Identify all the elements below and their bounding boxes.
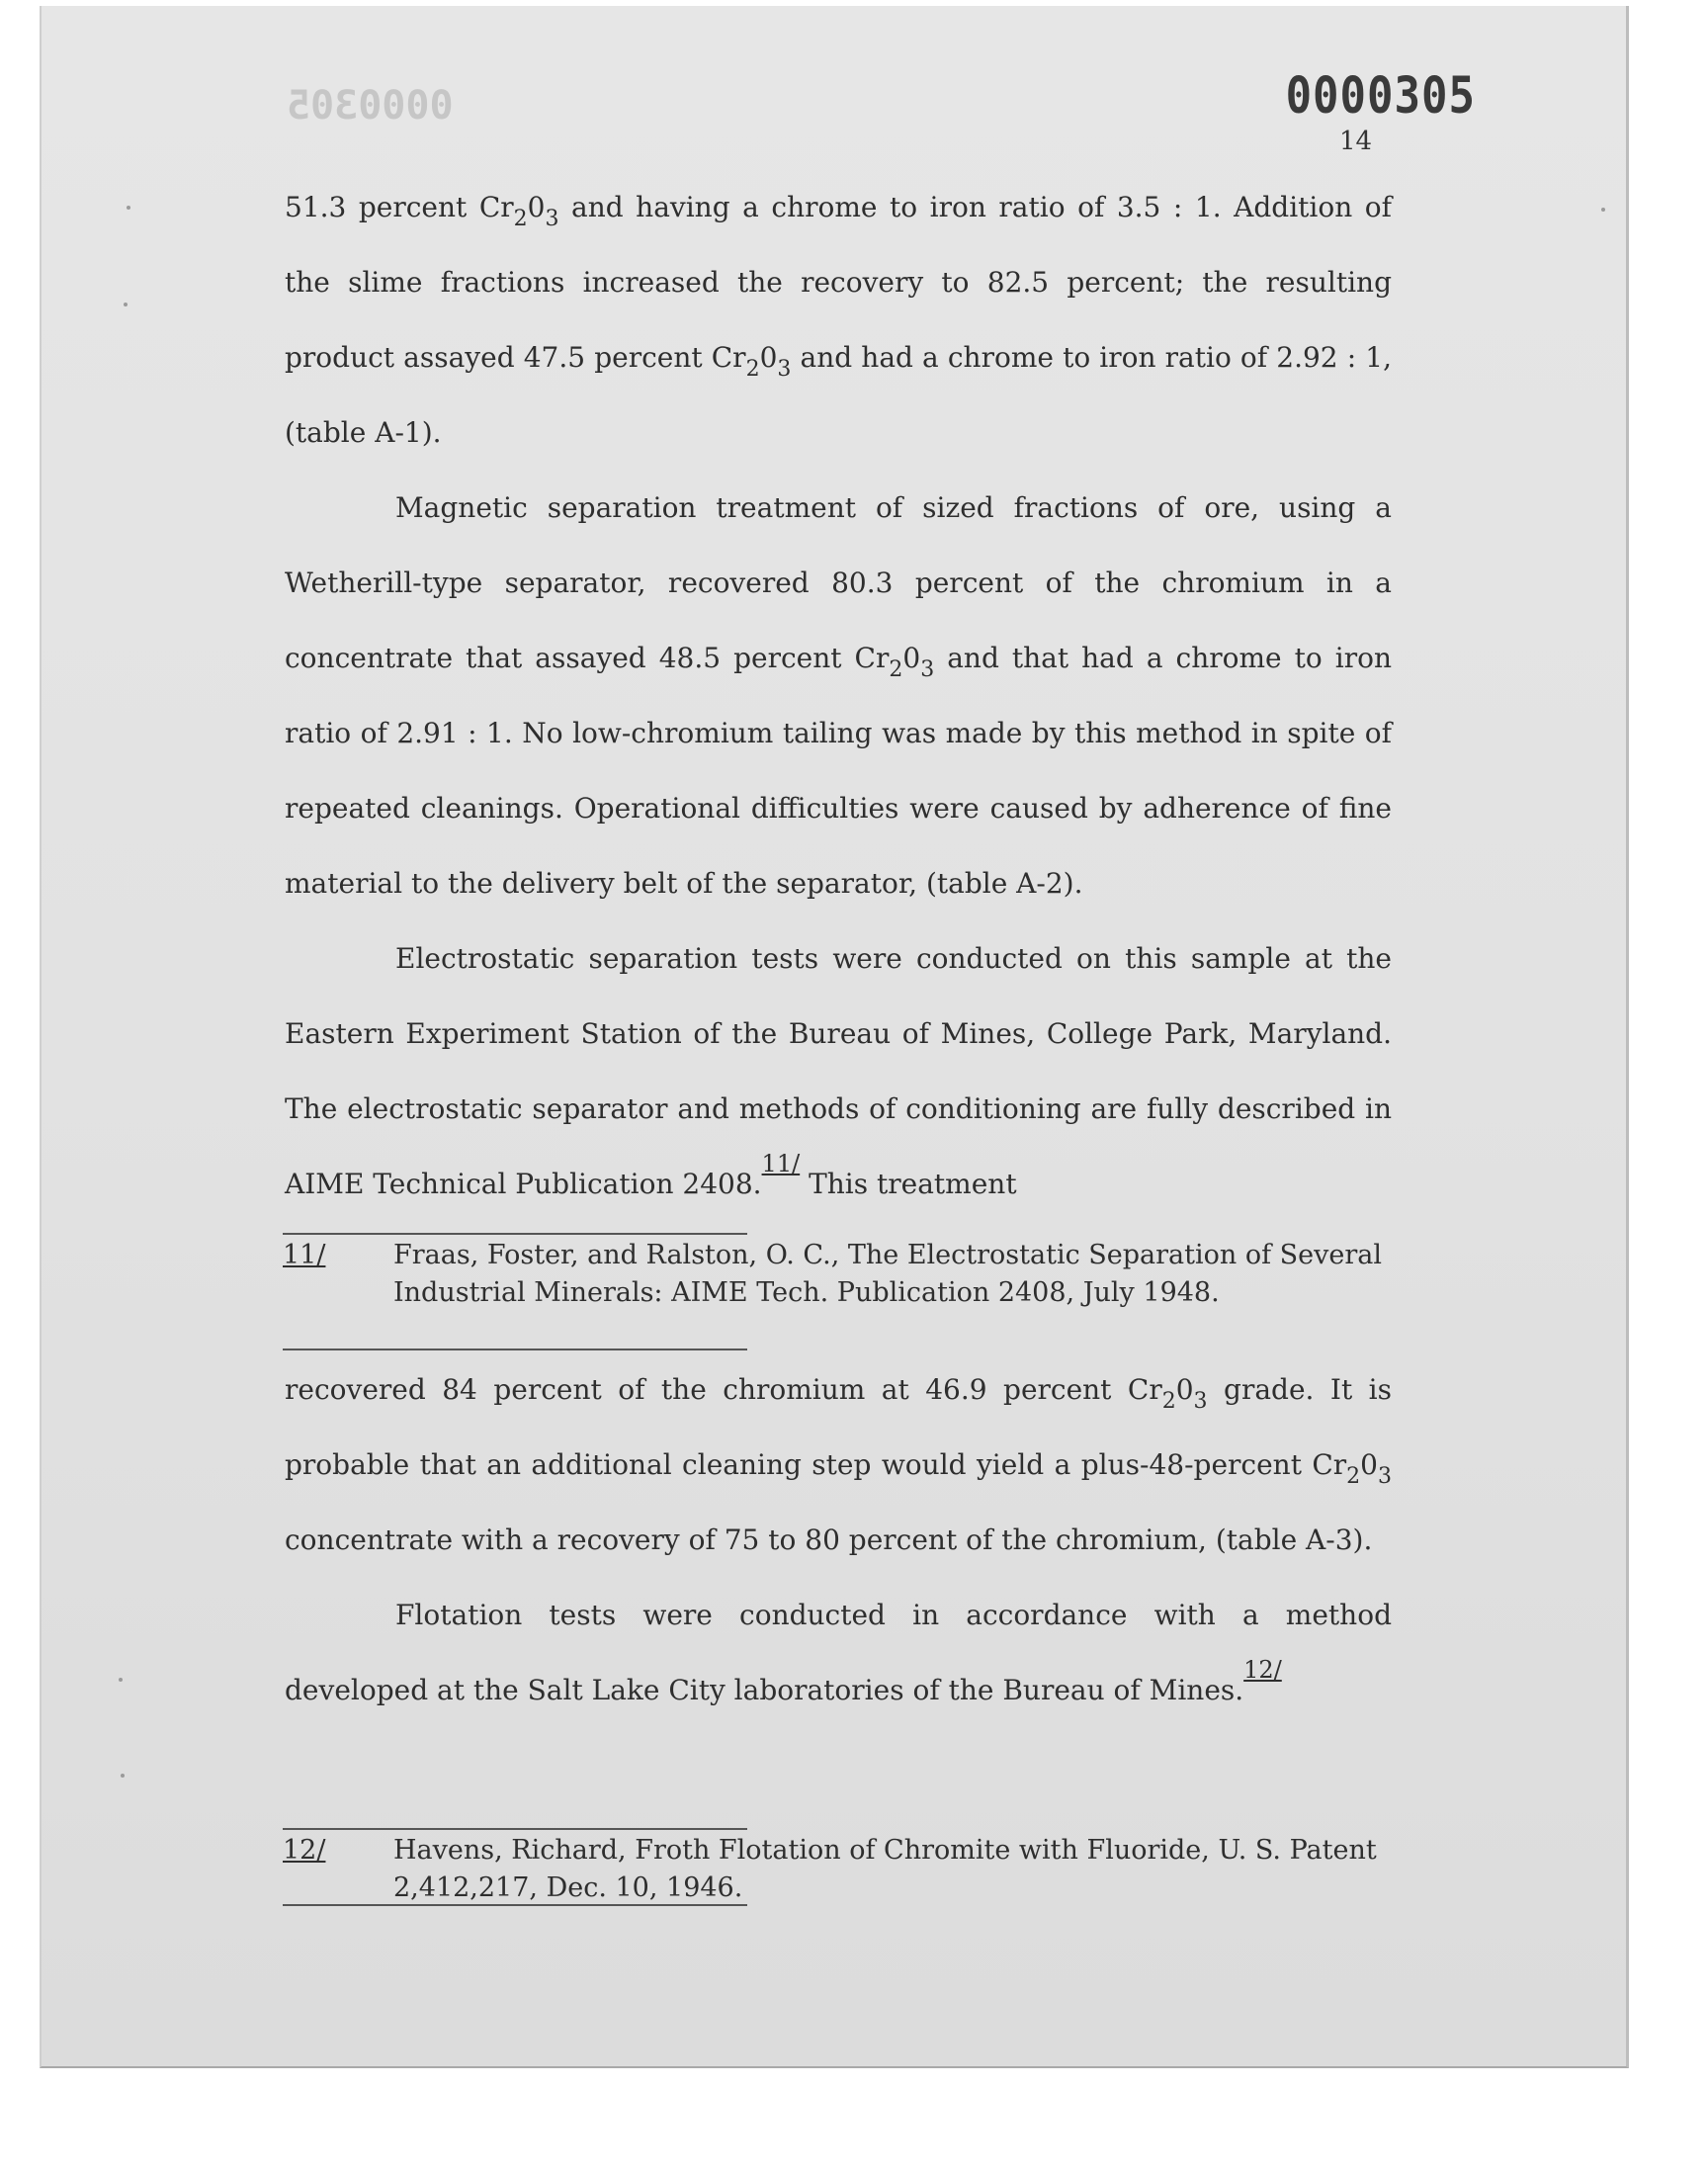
scan-speck <box>1601 208 1605 212</box>
scan-speck <box>124 303 128 306</box>
scan-speck <box>121 1774 125 1778</box>
footnote-text: Havens, Richard, Froth Flotation of Chromite with Fluoride, U. S. Patent 2,412,217, Dec. 10, 1946. <box>393 1835 1377 1903</box>
paragraph-magnetic-separation: Magnetic separation treatment of sized fractions of ore, using a Wetherill-type separator, recovered 80.3 percent of the chromium in a concentrate that assayed 48.5 percent $Cr_20_3$ and that had a chrome to iron ratio of 2.91 : 1. No low-chromium tailing was made by this method in spite of repeated cleanings. Operational difficulties were caused by adherence of fine material to the delivery belt of the separator, (table A-2). <box>285 491 1393 900</box>
footnote-rule <box>283 1828 747 1830</box>
footnote-label: 12/ <box>283 1835 326 1866</box>
document-id-stamp: 0000305 <box>1285 67 1476 126</box>
footnote-label: 11/ <box>283 1240 326 1270</box>
scan-speck <box>127 206 130 210</box>
footnote-text: Fraas, Foster, and Ralston, O. C., The Electrostatic Separation of Several Industrial Minerals: AIME Tech. Publication 2408, July 1948. <box>393 1240 1383 1308</box>
footnote-12 <box>283 1832 1400 1907</box>
footnote-rule <box>283 1233 747 1235</box>
paragraph-concentrate-assay: 51.3 percent $Cr_20_3$ and having a chrome to iron ratio of 3.5 : 1. Addition of the slime fractions increased the recovery to 82.5 percent; the resulting product assayed 47.5 percent $Cr_20_3$ and had a chrome to iron ratio of 2.92 : 1, (table A-1). <box>285 191 1393 449</box>
scan-speck <box>119 1678 123 1682</box>
footnote-reference-11: 11/ <box>761 1150 801 1177</box>
paragraph-flotation-tests: Flotation tests were conducted in accordance with a method developed at the Salt Lake City laboratories of the Bureau of Mines.12/ <box>285 1599 1392 1706</box>
footnote-reference-12: 12/ <box>1243 1656 1282 1684</box>
paragraph-electrostatic-separation: Electrostatic separation tests were conducted on this sample at the Eastern Experiment Station of the Bureau of Mines, College Park, Maryland. The electrostatic separator and methods of conditioning are fully described in AIME Technical Publication 2408.11/ This treatment <box>285 942 1392 1200</box>
body-text-top <box>285 170 1392 1222</box>
body-text-bottom <box>285 1352 1392 1728</box>
page-number: 14 <box>1339 127 1373 156</box>
footnote-rule <box>283 1348 747 1350</box>
footnote-11 <box>283 1237 1400 1312</box>
document-id-bleed-through: 0000305 <box>287 83 454 129</box>
paragraph-electrostatic-recovery: recovered 84 percent of the chromium at 46.9 percent $Cr_20_3$ grade. It is probable that an additional cleaning step would yield a plus-48-percent $Cr_20_3$ concentrate with a recovery of 75 to 80 percent of the chromium, (table A-3). <box>285 1373 1393 1556</box>
footnote-rule <box>283 1904 747 1906</box>
